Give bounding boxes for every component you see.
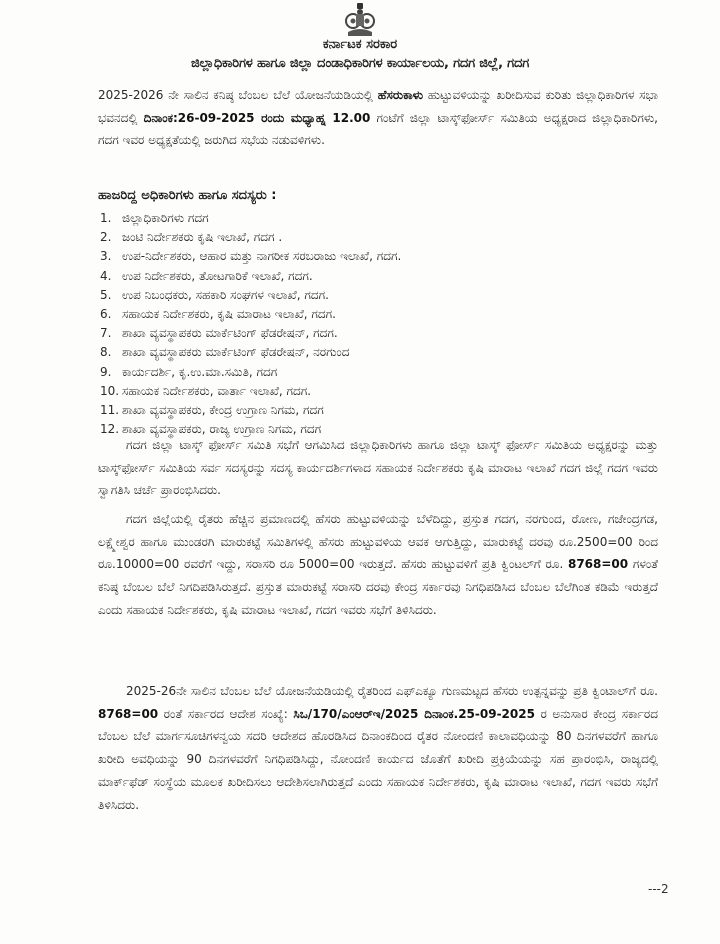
paragraph-text: ರಂತೆ ಸರ್ಕಾರದ ಆದೇಶ ಸಂಖ್ಯೆ:: [158, 706, 294, 721]
welcome-paragraph: ಗದಗ ಜಿಲ್ಲಾ ಟಾಸ್ಕ್ ಫೋರ್ಸ್ ಸಮಿತಿ ಸಭೆಗೆ ಆಗಮಿಸಿದ ಜಿಲ್ಲಾಧಿಕಾರಿಗಳು ಹಾಗೂ ಜಿಲ್ಲಾ ಟಾಸ್ಕ್ ಫೋರ್ಸ್ ಸಮಿತಿಯ ಅಧ್ಯಕ್ಷರನ್ನು ಮತ್ತು ಟಾಸ್ಕ್‌ಫೋರ್ಸ್ ಸಮಿತಿಯ ಸರ್ವ ಸದಸ್ಯರನ್ನು ಸದಸ್ಯ ಕಾರ್ಯದರ್ಶಿಗಳಾದ ಸಹಾಯಕ ನಿರ್ದೇಶಕರು ಕೃಷಿ ಮಾರಾಟ ಇಲಾಖೆ ಗದಗ ಜಿಲ್ಲೆ ಗದಗ ಇವರು ಸ್ವಾಗತಿಸಿ ಚರ್ಚೆ ಪ್ರಾರಂಭಿಸಿದರು.: [98, 438, 658, 498]
attendee-text: ಜಿಲ್ಲಾಧಿಕಾರಿಗಳು ಗದಗ: [122, 211, 209, 225]
order-reference: ಸಿಒ/170/ಎಂಆರ್‌ಇ/2025 ದಿನಾಂಕ.25-09-2025: [293, 706, 535, 721]
attendee-text: ಕಾರ್ಯದರ್ಶಿ, ಕೃ.ಉ.ಮಾ.ಸಮಿತಿ, ಗದಗ: [122, 364, 278, 379]
office-title: ಜಿಲ್ಲಾಧಿಕಾರಿಗಳ ಹಾಗೂ ಜಿಲ್ಲಾ ದಂಡಾಧಿಕಾರಿಗಳ ಕಾರ್ಯಾಲಯ, ಗದಗ ಜಿಲ್ಲೆ, ಗದಗ: [190, 56, 530, 71]
msp-amount: 8768=00: [567, 557, 629, 572]
item-number: 1.: [100, 211, 112, 225]
intro-text: ಗಂಟೆಗೆ ಜಿಲ್ಲಾ ಟಾಸ್ಕ್‌ಫೋರ್ಸ್ ಸಮಿತಿಯ ಅಧ್ಯಕ್ಷರಾದ ಜಿಲ್ಲಾಧಿಕಾರಿಗಳು, ಗದಗ ಇವರ ಅಧ್ಯಕ್ಷತೆಯಲ್ಲಿ ಜರುಗಿದ ಸಭೆಯ ನಡುವಳಿಗಳು.: [98, 110, 658, 147]
government-emblem-icon: [342, 2, 378, 38]
paragraph-text: ರ ಅನುಸಾರ ಕೇಂದ್ರ ಸರ್ಕಾರದ ಬೆಂಬಲ ಬೆಲೆ ಮಾರ್ಗಸೂಚಿಗಳನ್ವಯ ಸದರಿ ಆದೇಶದ ಹೊರಡಿಸಿದ ದಿನಾಂಕದಿಂದ ರೈತರ ನೋಂದಣಿ ಕಾಲಾವಧಿಯನ್ನು 80 ದಿನಗಳವರೆಗೆ ಹಾಗೂ ಖರೀದಿ ಅವಧಿಯನ್ನು 90 ದಿನಗಳವರೆಗೆ ನಿಗಧಿಪಡಿಸಿದ್ದು, ನೋಂದಣಿ ಕಾರ್ಯದ ಜೊತೆಗೆ ಖರೀದಿ ಪ್ರಕ್ರಿಯೆಯನ್ನು ಸಹ ಪ್ರಾರಂಭಿಸಿ, ರಾಜ್ಯದಲ್ಲಿ ಮಾರ್ಕ್‌ಫೆಡ್ ಸಂಸ್ಥೆಯ ಮೂಲಕ ಖರೀದಿಸಲು ಆದೇಶಿಸಲಾಗಿರುತ್ತದೆ ಎಂದು ಸಹಾಯಕ ನಿರ್ದೇಶಕರು, ಕೃಷಿ ಮಾರಾಟ ಇಲಾಖೆ, ಗದಗ ಇವರು ಸಭೆಗೆ ತಿಳಿಸಿದರು.: [98, 706, 658, 812]
procurement-order-paragraph: [98, 680, 658, 816]
item-number: 11.: [100, 402, 120, 417]
market-price-paragraph: [98, 508, 658, 622]
attendees-list: [100, 209, 401, 439]
intro-text: ಹುಟ್ಟುವಳಿಯನ್ನು ಖರೀದಿಸುವ ಕುರಿತು ಜಿಲ್ಲಾಧಿಕಾರಿಗಳ ಸಭಾ ಭವನದಲ್ಲಿ: [98, 88, 658, 125]
paragraph-text: ಗಳಂತೆ ಕನಿಷ್ಠ ಬೆಂಬಲ ಬೆಲೆ ನಿಗದಿಪಡಿಸಿರುತ್ತದೆ. ಪ್ರಸ್ತುತ ಮಾರುಕಟ್ಟೆ ಸರಾಸರಿ ದರವು ಕೇಂದ್ರ ಸರ್ಕಾರವು ನಿಗಧಿಪಡಿಸಿದ ಬೆಂಬಲ ಬೆಲೆಗಿಂತ ಕಡಿಮೆ ಇರುತ್ತದೆ ಎಂದು ಸಹಾಯಕ ನಿರ್ದೇಶಕರು, ಕೃಷಿ ಮಾರಾಟ ಇಲಾಖೆ, ಗದಗ ಇವರು ಸಭೆಗೆ ತಿಳಿಸಿದರು.: [98, 557, 658, 617]
attendee-item: [100, 286, 401, 305]
attendee-text: ಸಹಾಯಕ ನಿರ್ದೇಶಕರು, ಕೃಷಿ ಮಾರಾಟ ಇಲಾಖೆ, ಗದಗ.: [122, 306, 336, 321]
paragraph-text: 2025-26ನೇ ಸಾಲಿನ ಬೆಂಬಲ ಬೆಲೆ ಯೋಜನೆಯಡಿಯಲ್ಲಿ ರೈತರಿಂದ ಎಫ್‌ಎಕ್ಯೂ ಗುಣಮಟ್ಟದ ಹೆಸರು ಉತ್ಪನ್ನವನ್ನು ಪ್ರತಿ ಕ್ವಿಂಟಾಲ್‌ಗೆ ರೂ.: [126, 684, 658, 698]
intro-paragraph: [98, 84, 658, 152]
attendee-item: [100, 401, 401, 420]
attendee-text: ಶಾಖಾ ವ್ಯವಸ್ಥಾಪಕರು ಮಾರ್ಕೆಟಿಂಗ್ ಫೆಡರೇಷನ್, ನರಗುಂದ: [122, 345, 350, 360]
item-number: 7.: [100, 326, 112, 341]
attendee-text: ಶಾಖಾ ವ್ಯವಸ್ಥಾಪಕರು, ಕೇಂದ್ರ ಉಗ್ರಾಣ ನಿಗಮ, ಗದಗ: [122, 402, 324, 417]
attendee-text: ಶಾಖಾ ವ್ಯವಸ್ಥಾಪಕರು, ರಾಜ್ಯ ಉಗ್ರಾಣ ನಿಗಮ, ಗದಗ: [122, 422, 322, 437]
msp-amount: 8768=00: [98, 706, 159, 721]
page-number: ---2: [648, 882, 669, 896]
item-number: 12.: [100, 422, 120, 437]
item-number: 8.: [100, 345, 112, 360]
attendee-text: ಸಹಾಯಕ ನಿರ್ದೇಶಕರು, ವಾರ್ತಾ ಇಲಾಖೆ, ಗದಗ.: [122, 383, 312, 398]
attendee-text: ಉಪ ನಿರ್ದೇಶಕರು, ತೋಟಗಾರಿಕೆ ಇಲಾಖೆ, ಗದಗ.: [122, 268, 313, 283]
attendee-item: [100, 228, 401, 247]
item-number: 4.: [100, 268, 112, 283]
government-title: ಕರ್ನಾಟಕ ಸರಕಾರ: [322, 37, 398, 52]
item-number: 10.: [100, 383, 120, 398]
paragraph-text: ಗದಗ ಜಿಲ್ಲೆಯಲ್ಲಿ ರೈತರು ಹೆಚ್ಚಿನ ಪ್ರಮಾಣದಲ್ಲಿ ಹೆಸರು ಹುಟ್ಟುವಳಿಯನ್ನು ಬೆಳೆದಿದ್ದು, ಪ್ರಸ್ತುತ ಗದಗ, ನರಗುಂದ, ರೋಣ, ಗಜೇಂದ್ರಗಡ, ಲಕ್ಷ್ಮೇಶ್ವರ ಹಾಗೂ ಮುಂಡರಗಿ ಮಾರುಕಟ್ಟೆ ಸಮಿತಿಗಳಲ್ಲಿ ಹೆಸರು ಹುಟ್ಟುವಳಿಯ ಆವಕ ಆಗುತ್ತಿದ್ದು, ಮಾರುಕಟ್ಟೆ ದರವು ರೂ.2500=00 ರಿಂದ ರೂ.10000=00 ರವರೆಗೆ ಇದ್ದು, ಸರಾಸರಿ ರೂ 5000=00 ಇರುತ್ತದೆ. ಹೆಸರು ಹುಟ್ಟುವಳಿಗೆ ಪ್ರತಿ ಕ್ವಿಂಟಲ್‌ಗೆ ರೂ.: [98, 512, 658, 572]
attendee-text: ಶಾಖಾ ವ್ಯವಸ್ಥಾಪಕರು ಮಾರ್ಕೆಟಿಂಗ್ ಫೆಡರೇಷನ್, ಗದಗ.: [122, 326, 338, 341]
attendees-heading: ಹಾಜರಿದ್ದ ಅಧಿಕಾರಿಗಳು ಹಾಗೂ ಸದಸ್ಯರು :: [98, 188, 277, 203]
attendee-item: [100, 382, 401, 401]
attendee-text: ಉಪ-ನಿರ್ದೇಶಕರು, ಆಹಾರ ಮತ್ತು ನಾಗರೀಕ ಸರಬರಾಜು ಇಲಾಖೆ, ಗದಗ.: [122, 249, 402, 264]
attendee-item: [100, 363, 401, 382]
intro-text: 2025-2026 ನೇ ಸಾಲಿನ ಕನಿಷ್ಠ ಬೆಂಬಲ ಬೆಲೆ ಯೋಜನೆಯಡಿಯಲ್ಲಿ: [98, 88, 378, 102]
item-number: 9.: [100, 364, 112, 379]
attendee-item: [100, 209, 401, 228]
item-number: 5.: [100, 287, 112, 302]
attendee-item: [100, 324, 401, 343]
item-number: 6.: [100, 306, 112, 321]
attendee-item: [100, 267, 401, 286]
attendee-item: [100, 247, 401, 266]
item-number: 3.: [100, 249, 112, 264]
attendee-item: [100, 343, 401, 362]
item-number: 2.: [100, 230, 112, 245]
attendee-text: ಉಪ ನಿಬಂಧಕರು, ಸಹಕಾರಿ ಸಂಘಗಳ ಇಲಾಖೆ, ಗದಗ.: [122, 287, 329, 302]
attendee-text: ಜಂಟಿ ನಿರ್ದೇಶಕರು ಕೃಷಿ ಇಲಾಖೆ, ಗದಗ .: [122, 230, 283, 245]
crop-name: ಹೆಸರುಕಾಳು: [377, 88, 424, 102]
meeting-date: ದಿನಾಂಕ:26-09-2025 ರಂದು ಮಧ್ಯಾಹ್ನ 12.00: [143, 110, 371, 125]
attendee-item: [100, 305, 401, 324]
